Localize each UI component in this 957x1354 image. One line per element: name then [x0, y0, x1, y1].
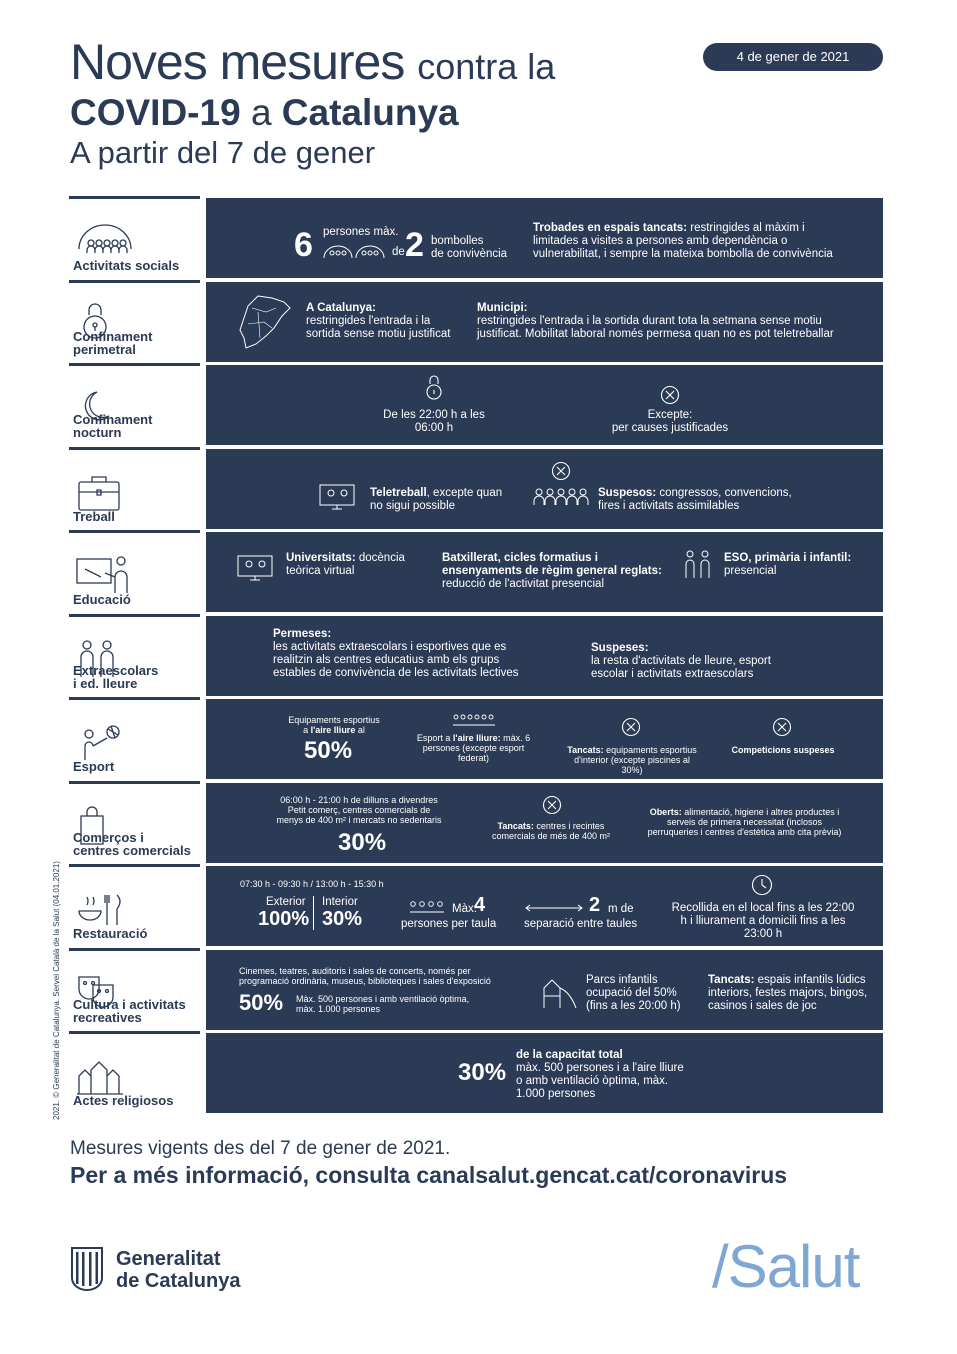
- catalonia-text: A Catalunya: restringides l'entrada i la sortida sense motiu justificat: [306, 301, 451, 340]
- bubbles-number: 2: [405, 226, 424, 264]
- row-label: Activitats socials: [73, 258, 180, 273]
- row-panel: [206, 282, 883, 362]
- row-label: Esport: [73, 759, 115, 774]
- row-perimeter: [69, 280, 883, 360]
- label-cell: [69, 864, 200, 950]
- night-hours-text: De les 22:00 h a les 06:00 h: [383, 409, 485, 434]
- row-label: Educació: [73, 592, 131, 607]
- telework-text: Teletreball, excepte quan no sigui possible: [370, 486, 503, 512]
- max-per-table: 4: [474, 894, 486, 916]
- row-sport: [69, 697, 883, 777]
- children-icon: [682, 548, 714, 580]
- max-label: Màx.: [452, 903, 477, 915]
- eso-text: ESO, primària i infantil: presencial: [724, 552, 852, 577]
- row-label: Confinament perimetral: [73, 328, 153, 357]
- row-label: Extraescolars i ed. lleure: [73, 662, 159, 691]
- outdoor-sport-text: Esport a l'aire lliure: màx. 6 persones (excepte esport federat): [416, 733, 531, 763]
- generalitat-name-1: Generalitat: [116, 1248, 221, 1270]
- cutlery-icon: [75, 887, 135, 931]
- salut-logo: /Salut: [712, 1233, 860, 1300]
- label-cell: [69, 530, 200, 616]
- row-panel: [206, 198, 883, 278]
- de-label: de: [392, 246, 405, 258]
- ball-player-icon: [75, 720, 135, 764]
- cross-circle-icon: [542, 795, 562, 815]
- label-cell: [69, 614, 200, 700]
- culture-capacity: 50%: [239, 989, 284, 1015]
- group-icon: [409, 900, 445, 914]
- max-persons-label: persones màx.: [323, 226, 399, 238]
- row-social: [69, 196, 883, 276]
- playground-slide-icon: [540, 974, 580, 1010]
- row-panel: [206, 866, 883, 946]
- row-work: [69, 447, 883, 527]
- bubbles-sublabel: de convivència: [431, 248, 508, 260]
- closed-commerce-text: Tancats: centres i recintes comercials de més de 400 m²: [491, 820, 611, 841]
- indoor-closed-text: Tancats: equipaments esportius d'interior (excepte piscines al 30%): [567, 745, 697, 775]
- religious-capacity: 30%: [458, 1059, 507, 1086]
- row-label: Cultura i activitats recreatives: [73, 996, 186, 1025]
- cross-circle-icon: [551, 461, 571, 481]
- bubbles-label: bombolles: [431, 235, 484, 247]
- exterior-capacity: 100%: [258, 908, 310, 930]
- permitted-text: Permeses: les activitats extraescolars i esportives que es realitzin als centres educatius amb els grups estables de convivència de les activitats lectives: [273, 627, 519, 679]
- commerce-hours-text: 06:00 h - 21:00 h de dilluns a divendres Petit comerç, centres comercials de menys de 400 m² i mercats no sedentaris: [276, 794, 442, 825]
- title-line-2: COVID-19 a Catalunya: [70, 92, 459, 133]
- religious-text: de la capacitat total màx. 500 persones i a l'aire lliure o amb ventilació òptima, màx. 1.000 persones: [516, 1049, 684, 1100]
- row-label: Comerços i centres comercials: [73, 829, 191, 858]
- playground-text: Parcs infantils ocupació del 50% (fins a les 20:00 h): [586, 973, 681, 1012]
- takeaway-text: Recollida en el local fins a les 22:00 h i lliurament a domicili fins a les 23:00 h: [671, 902, 855, 940]
- validity-text: Mesures vigents des del 7 de gener de 2021.: [70, 1138, 451, 1159]
- label-cell: [69, 781, 200, 867]
- group-icon: [452, 713, 496, 727]
- exterior-label: Exterior: [266, 896, 306, 908]
- row-culture: [69, 948, 883, 1028]
- row-panel: [206, 783, 883, 863]
- row-panel: [206, 532, 883, 612]
- row-panel: [206, 616, 883, 696]
- competitions-text: Competicions suspeses: [731, 745, 835, 755]
- row-extracurricular: [69, 614, 883, 694]
- culture-max-text: Màx. 500 persones i amb ventilació òptima, màx. 1.000 persones: [296, 993, 470, 1014]
- distance-value: 2: [589, 894, 601, 916]
- exception-text: Excepte: per causes justificades: [611, 409, 729, 434]
- row-education: [69, 530, 883, 610]
- interior-label: Interior: [322, 896, 358, 908]
- label-cell: [69, 196, 200, 282]
- crowd-icon: [533, 487, 589, 507]
- title-block: [70, 36, 555, 171]
- generalitat-shield-icon: [70, 1246, 104, 1292]
- generalitat-name-2: de Catalunya: [116, 1270, 241, 1292]
- title-line-1: Noves mesures contra la: [70, 34, 556, 90]
- row-restaurants: [69, 864, 883, 944]
- bachillerato-text: Batxillerat, cicles formatius i ensenyaments de règim general reglats: reducció de l'activitat presencial: [442, 552, 662, 590]
- suspended-events-text: Suspesos: congressos, convencions, fires i activitats assimilables: [598, 486, 792, 512]
- distance-unit: m de: [608, 903, 634, 915]
- catalonia-map-icon: [238, 294, 292, 350]
- generalitat-logo: [70, 1246, 270, 1296]
- video-call-icon: [318, 483, 358, 511]
- clock-icon: [751, 874, 773, 896]
- indoor-meetings-text: Trobades en espais tancats: restringides al màxim i limitades a visites a persones amb dependència o vulnerabilitat, i sempre la mateixa bombolla de convivència: [533, 222, 833, 260]
- teacher-icon: [75, 553, 135, 597]
- open-commerce-text: Oberts: alimentació, higiene i altres productes i serveis de primera necessitat (inclosos perruqueries i centres d'estètica amb cita prèvia): [647, 806, 842, 837]
- label-cell: [69, 697, 200, 783]
- row-label: Restauració: [73, 926, 148, 941]
- briefcase-icon: [75, 470, 135, 514]
- distance-text: separació entre taules: [524, 918, 638, 930]
- distance-arrow-icon: [524, 904, 584, 912]
- restaurant-hours: 07:30 h - 09:30 h / 13:00 h - 15:30 h: [240, 879, 384, 889]
- commerce-capacity: 30%: [338, 828, 387, 856]
- outdoor-equipment-text: Equipaments esportius a l'aire lliure al: [288, 715, 380, 735]
- cross-circle-icon: [772, 717, 792, 737]
- row-label: Confinament nocturn: [73, 412, 153, 440]
- per-table-label: persones per taula: [401, 918, 497, 930]
- padlock-icon: [425, 375, 443, 401]
- row-panel: [206, 1033, 883, 1113]
- row-label: Actes religiosos: [73, 1093, 174, 1108]
- row-panel: [206, 449, 883, 529]
- row-religious: [69, 1031, 883, 1111]
- row-commerce: [69, 781, 883, 861]
- religious-building-icon: [75, 1054, 135, 1098]
- divider: [313, 896, 315, 930]
- subtitle: A partir del 7 de gener: [70, 135, 376, 170]
- label-cell: [69, 447, 200, 533]
- row-panel: [206, 699, 883, 779]
- interior-capacity: 30%: [322, 908, 363, 930]
- more-info-link[interactable]: Per a més informació, consulta canalsalut.gencat.cat/coronavirus: [70, 1162, 788, 1188]
- label-cell: [69, 948, 200, 1034]
- suspended-text: Suspeses: la resta d'activitats de lleure, esport escolar i activitats extraescolars: [591, 641, 771, 680]
- people-group-icon: [75, 219, 135, 263]
- municipality-text: Municipi: restringides l'entrada i la sortida durant tota la setmana sense motiu justificat. Mobilitat laboral només permesa quan no es pot teletreballar: [477, 301, 834, 340]
- copyright-vertical: 2021. © Generalitat de Catalunya. Servei Català de la Salut (04.01.2021): [52, 861, 61, 1120]
- closed-leisure-text: Tancats: espais infantils lúdics interiors, festes majors, bingos, casinos i sales de joc: [708, 973, 868, 1012]
- video-call-icon: [236, 554, 276, 582]
- cross-circle-icon: [660, 385, 680, 405]
- culture-venues-text: Cinemes, teatres, auditoris i sales de concerts, només per programació ordinària, museus, biblioteques i sales d'exposició: [239, 965, 491, 986]
- row-panel: [206, 950, 883, 1030]
- cross-circle-icon: [621, 717, 641, 737]
- outdoor-capacity: 50%: [304, 737, 353, 764]
- label-cell: [69, 280, 200, 366]
- date-badge: 4 de gener de 2021: [703, 43, 883, 71]
- row-panel: [206, 365, 883, 445]
- bubbles-icon: [322, 242, 388, 260]
- label-cell: [69, 1031, 200, 1117]
- label-cell: [69, 363, 200, 449]
- row-night: [69, 363, 883, 443]
- universities-text: Universitats: docència teòrica virtual: [286, 552, 405, 577]
- row-label: Treball: [73, 508, 115, 524]
- max-persons-number: 6: [294, 226, 313, 264]
